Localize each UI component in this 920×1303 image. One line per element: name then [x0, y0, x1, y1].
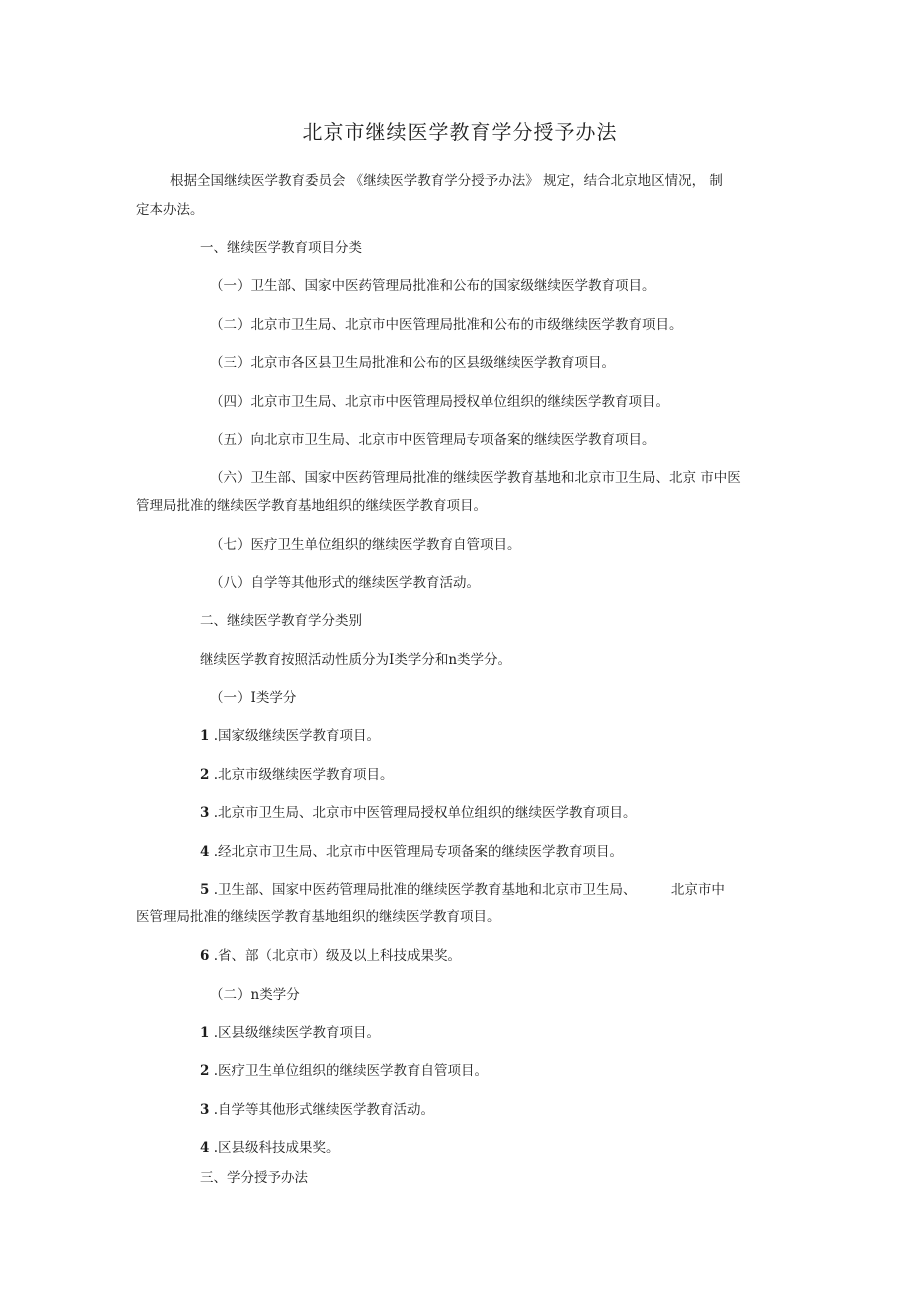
section2-heading: 二、继续医学教育学分类别: [200, 613, 362, 629]
list-item: 4 .区县级科技成果奖。: [200, 1140, 340, 1156]
section3-heading: 三、学分授予办法: [200, 1170, 308, 1186]
intro-paragraph-line2: 定本办法。: [136, 202, 204, 218]
section1-item-7: （七）医疗卫生单位组织的继续医学教育自管项目。: [210, 537, 521, 553]
list-number: 5: [200, 882, 210, 898]
page-title: 北京市继续医学教育学分授予办法: [302, 120, 618, 144]
sub2-heading: （二）n类学分: [210, 987, 300, 1003]
list-number: 4: [200, 844, 210, 860]
list-number: 3: [200, 1102, 210, 1118]
section1-item-1: （一）卫生部、国家中医药管理局批准和公布的国家级继续医学教育项目。: [210, 278, 656, 294]
list-item: 3 .北京市卫生局、北京市中医管理局授权单位组织的继续医学教育项目。: [200, 805, 637, 821]
list-number: 1: [200, 1025, 210, 1041]
list-number: 6: [200, 948, 210, 964]
list-number: 1: [200, 728, 210, 744]
section1-item-4: （四）北京市卫生局、北京市中医管理局授权单位组织的继续医学教育项目。: [210, 394, 669, 410]
list-number: 2: [200, 767, 210, 783]
list-item: 1 .国家级继续医学教育项目。: [200, 728, 380, 744]
list-item: 2 .北京市级继续医学教育项目。: [200, 767, 394, 783]
section1-item-3: （三）北京市各区县卫生局批准和公布的区县级继续医学教育项目。: [210, 355, 615, 371]
list-item: 4 .经北京市卫生局、北京市中医管理局专项备案的继续医学教育项目。: [200, 844, 623, 860]
list-number: 2: [200, 1063, 210, 1079]
section1-item-6: （六）卫生部、国家中医药管理局批准的继续医学教育基地和北京市卫生局、北京 市中医: [210, 470, 741, 486]
list-item: 3 .自学等其他形式继续医学教育活动。: [200, 1102, 434, 1118]
section1-item-2: （二）北京市卫生局、北京市中医管理局批准和公布的市级继续医学教育项目。: [210, 317, 683, 333]
section1-item-6-cont: 管理局批准的继续医学教育基地组织的继续医学教育项目。: [136, 498, 487, 514]
section1-heading: 一、继续医学教育项目分类: [200, 240, 362, 256]
intro-paragraph-line1: 根据全国继续医学教育委员会 《继续医学教育学分授予办法》 规定，结合北京地区情况， 制: [170, 173, 723, 189]
sub1-heading: （一）I类学分: [210, 690, 297, 706]
list-item: 6 .省、部（北京市）级及以上科技成果奖。: [200, 948, 461, 964]
list-item-cont: 医管理局批准的继续医学教育基地组织的继续医学教育项目。: [136, 909, 501, 925]
list-item: 2 .医疗卫生单位组织的继续医学教育自管项目。: [200, 1063, 488, 1079]
list-number: 4: [200, 1140, 210, 1156]
section1-item-5: （五）向北京市卫生局、北京市中医管理局专项备案的继续医学教育项目。: [210, 432, 656, 448]
section1-item-8: （八）自学等其他形式的继续医学教育活动。: [210, 575, 480, 591]
section2-desc: 继续医学教育按照活动性质分为I类学分和n类学分。: [200, 652, 512, 668]
list-item: 1 .区县级继续医学教育项目。: [200, 1025, 380, 1041]
list-number: 3: [200, 805, 210, 821]
list-item: 5 .卫生部、国家中医药管理局批准的继续医学教育基地和北京市卫生局、 北京市中: [200, 882, 725, 898]
